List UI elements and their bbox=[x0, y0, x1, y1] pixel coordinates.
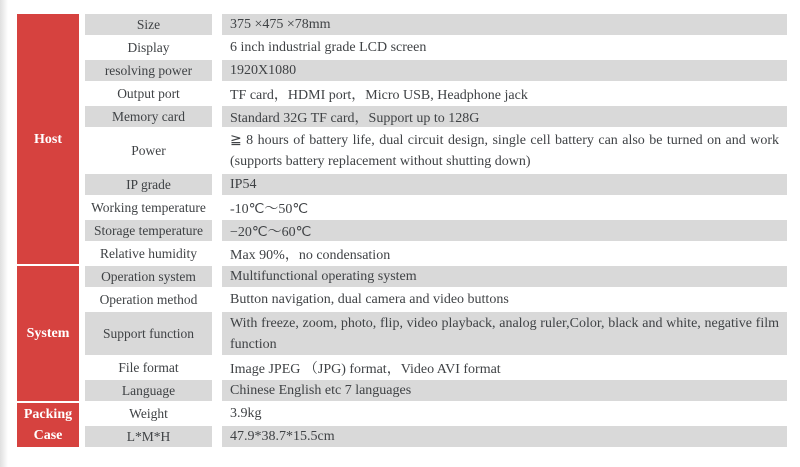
row-value bbox=[222, 403, 787, 424]
row-value-text: 6 inch industrial grade LCD screen bbox=[230, 39, 427, 55]
row-label: Memory card bbox=[85, 106, 212, 127]
row-value-text: Chinese English etc 7 languages bbox=[230, 382, 412, 398]
section-label: System bbox=[17, 266, 79, 401]
row-label: Relative humidity bbox=[99, 245, 198, 261]
row-label: Support function bbox=[85, 312, 212, 355]
row-value bbox=[222, 129, 787, 172]
row-label: IP grade bbox=[85, 174, 212, 195]
row-label: L*M*H bbox=[85, 426, 212, 447]
row-value bbox=[222, 266, 787, 287]
row-value bbox=[222, 312, 787, 355]
table-row bbox=[85, 83, 787, 106]
table-row bbox=[85, 129, 787, 174]
row-value bbox=[222, 174, 787, 195]
table-row bbox=[85, 243, 787, 266]
section-rows bbox=[85, 403, 787, 449]
row-label: Storage temperature bbox=[85, 220, 212, 241]
table-row bbox=[85, 357, 787, 380]
row-value-text: Max 90%，no condensation bbox=[230, 247, 391, 263]
row-value-text: With freeze, zoom, photo, flip, video playback, analog ruler,Color, black and white, negative film function bbox=[230, 315, 779, 352]
row-label: resolving power bbox=[85, 60, 212, 81]
row-value-text: ≧ 8 hours of battery life, dual circuit design, single cell battery can also be turned on and work (supports battery replacement without shutting down) bbox=[230, 132, 779, 169]
row-label: Working temperature bbox=[91, 199, 206, 215]
row-value bbox=[222, 380, 787, 401]
table-row bbox=[85, 174, 787, 197]
row-label: Weight bbox=[129, 405, 168, 421]
table-row bbox=[85, 403, 787, 426]
row-label: Power bbox=[131, 142, 166, 158]
row-label: File format bbox=[118, 359, 179, 375]
row-value-text: 375 ×475 ×78mm bbox=[230, 16, 331, 32]
row-value bbox=[222, 197, 787, 218]
row-value bbox=[222, 357, 787, 378]
row-label: Size bbox=[85, 14, 212, 35]
section-label: Packing Case bbox=[17, 403, 79, 447]
table-row bbox=[85, 312, 787, 357]
row-value bbox=[222, 37, 787, 58]
scan-edge-shadow bbox=[0, 0, 8, 467]
row-value-text: Button navigation, dual camera and video buttons bbox=[230, 291, 509, 307]
row-value-text: −20℃～60℃ bbox=[230, 224, 312, 240]
row-label: Operation system bbox=[85, 266, 212, 287]
specification-table bbox=[17, 14, 787, 449]
row-value-text: 1920X1080 bbox=[230, 62, 297, 78]
table-row bbox=[85, 426, 787, 449]
table-row bbox=[85, 289, 787, 312]
row-value bbox=[222, 14, 787, 35]
row-value bbox=[222, 60, 787, 81]
row-label: Output port bbox=[117, 85, 180, 101]
table-row bbox=[85, 37, 787, 60]
section-host bbox=[17, 14, 787, 266]
section-label: Host bbox=[17, 14, 79, 264]
table-row bbox=[85, 220, 787, 243]
row-value bbox=[222, 426, 787, 447]
row-value bbox=[222, 106, 787, 127]
table-row bbox=[85, 380, 787, 403]
row-value bbox=[222, 243, 787, 264]
row-value-text: 3.9kg bbox=[230, 405, 262, 421]
table-row bbox=[85, 60, 787, 83]
row-value-text: IP54 bbox=[230, 176, 257, 192]
row-label: Display bbox=[127, 39, 170, 55]
table-row bbox=[85, 106, 787, 129]
row-value-text: Multifunctional operating system bbox=[230, 268, 417, 284]
table-row bbox=[85, 266, 787, 289]
row-label: Language bbox=[85, 380, 212, 401]
row-value bbox=[222, 289, 787, 310]
row-value-text: Image JPEG （JPG) format，Video AVI format bbox=[230, 361, 501, 377]
row-value-text: 47.9*38.7*15.5cm bbox=[230, 428, 335, 444]
row-value-text: TF card，HDMI port，Micro USB, Headphone jack bbox=[230, 87, 528, 103]
row-value-text: -10℃～50℃ bbox=[230, 201, 309, 217]
table-row bbox=[85, 197, 787, 220]
row-value-text: Standard 32G TF card，Support up to 128G bbox=[230, 110, 480, 126]
section-rows bbox=[85, 266, 787, 403]
row-value bbox=[222, 220, 787, 241]
row-value bbox=[222, 83, 787, 104]
row-label: Operation method bbox=[99, 291, 198, 307]
section-system bbox=[17, 266, 787, 403]
section-packing-case bbox=[17, 403, 787, 449]
table-row bbox=[85, 14, 787, 37]
section-rows bbox=[85, 14, 787, 266]
